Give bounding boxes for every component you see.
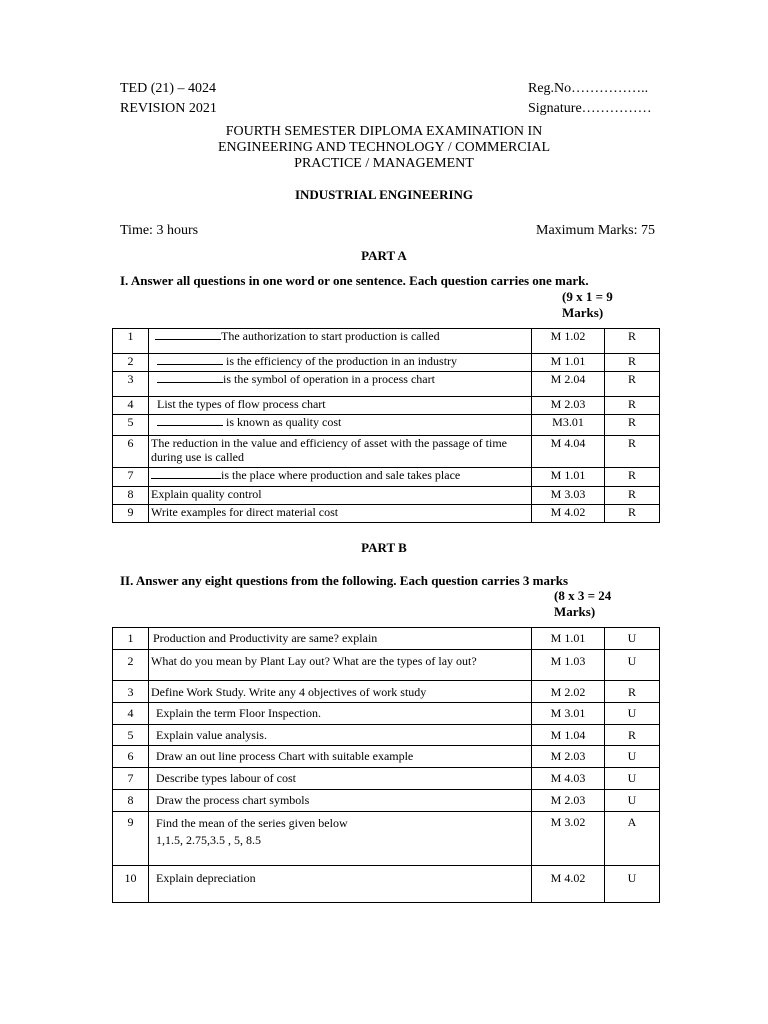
module-code: M 4.03	[532, 768, 605, 790]
question-text: Explain value analysis.	[149, 725, 532, 746]
question-number: 1	[113, 329, 149, 354]
part-a-heading: PART A	[361, 248, 407, 263]
module-code: M 2.04	[532, 372, 605, 397]
cognitive-level: U	[605, 650, 660, 681]
table-row	[113, 329, 660, 354]
question-number: 9	[113, 505, 149, 523]
question-number: 8	[113, 790, 149, 812]
cognitive-level: U	[605, 768, 660, 790]
cognitive-level: R	[605, 681, 660, 703]
question-text: is the place where production and sale takes place	[149, 468, 532, 487]
paper-code: TED (21) – 4024	[120, 81, 217, 96]
question-text: The reduction in the value and efficiency of asset with the passage of time during use is called	[149, 436, 532, 468]
question-number: 2	[113, 650, 149, 681]
module-code: M 4.04	[532, 436, 605, 468]
question-text: is the symbol of operation in a process chart	[149, 372, 532, 397]
reg-no: Reg.No……………..	[528, 81, 649, 96]
part-b-table	[112, 627, 660, 903]
module-code: M3.01	[532, 415, 605, 436]
question-text: Explain depreciation	[149, 866, 532, 903]
question-number: 10	[113, 866, 149, 903]
module-code: M 4.02	[532, 866, 605, 903]
question-text: is the efficiency of the production in an industry	[149, 354, 532, 372]
question-number: 4	[113, 397, 149, 415]
question-number: 7	[113, 468, 149, 487]
module-code: M 3.02	[532, 812, 605, 866]
question-text: Production and Productivity are same? explain	[149, 628, 532, 650]
cognitive-level: R	[605, 354, 660, 372]
table-row	[113, 681, 660, 703]
part-b-instruction: II. Answer any eight questions from the following. Each question carries 3 marks	[120, 573, 569, 588]
cognitive-level: A	[605, 812, 660, 866]
signature: Signature……………	[528, 101, 652, 116]
part-a-marks-1: (9 x 1 = 9	[562, 289, 613, 304]
table-row	[113, 372, 660, 397]
question-number: 7	[113, 768, 149, 790]
cognitive-level: R	[605, 725, 660, 746]
part-a-instruction: I. Answer all questions in one word or one sentence. Each question carries one mark.	[120, 273, 589, 288]
title-line-3: PRACTICE / MANAGEMENT	[294, 156, 474, 171]
cognitive-level: R	[605, 505, 660, 523]
question-text: Define Work Study. Write any 4 objectives of work study	[149, 681, 532, 703]
question-number: 1	[113, 628, 149, 650]
table-row	[113, 768, 660, 790]
question-number: 3	[113, 681, 149, 703]
module-code: M 2.03	[532, 397, 605, 415]
table-row	[113, 505, 660, 523]
question-text: Draw the process chart symbols	[149, 790, 532, 812]
subject-title: INDUSTRIAL ENGINEERING	[294, 187, 474, 202]
table-row	[113, 790, 660, 812]
cognitive-level: R	[605, 436, 660, 468]
module-code: M 4.02	[532, 505, 605, 523]
cognitive-level: R	[605, 329, 660, 354]
answer-blank	[157, 372, 223, 383]
table-row	[113, 650, 660, 681]
time-allowed: Time: 3 hours	[120, 223, 199, 238]
cognitive-level: R	[605, 415, 660, 436]
module-code: M 3.01	[532, 703, 605, 725]
part-b-marks-2: Marks)	[554, 604, 596, 619]
table-row	[113, 468, 660, 487]
cognitive-level: U	[605, 703, 660, 725]
table-row	[113, 746, 660, 768]
question-number: 9	[113, 812, 149, 866]
question-text: What do you mean by Plant Lay out? What are the types of lay out?	[149, 650, 532, 681]
question-text: Explain the term Floor Inspection.	[149, 703, 532, 725]
table-row	[113, 397, 660, 415]
table-row	[113, 866, 660, 903]
cognitive-level: R	[605, 487, 660, 505]
question-number: 5	[113, 725, 149, 746]
part-a-table	[112, 328, 660, 523]
module-code: M 1.01	[532, 468, 605, 487]
question-text: Explain quality control	[149, 487, 532, 505]
revision: REVISION 2021	[120, 101, 217, 116]
question-text: is known as quality cost	[149, 415, 532, 436]
cognitive-level: R	[605, 372, 660, 397]
part-b-marks-1: (8 x 3 = 24	[554, 588, 612, 603]
module-code: M 2.03	[532, 790, 605, 812]
question-number: 2	[113, 354, 149, 372]
cognitive-level: R	[605, 468, 660, 487]
table-row	[113, 812, 660, 866]
part-b-heading: PART B	[361, 540, 407, 555]
title-line-2: ENGINEERING AND TECHNOLOGY / COMMERCIAL	[217, 140, 551, 155]
question-text: Write examples for direct material cost	[149, 505, 532, 523]
question-number: 4	[113, 703, 149, 725]
table-row	[113, 354, 660, 372]
table-row	[113, 415, 660, 436]
answer-blank	[157, 354, 223, 365]
module-code: M 2.03	[532, 746, 605, 768]
answer-blank	[157, 415, 223, 426]
question-number: 5	[113, 415, 149, 436]
question-number: 6	[113, 746, 149, 768]
answer-blank	[155, 329, 221, 340]
module-code: M 1.02	[532, 329, 605, 354]
question-text: Draw an out line process Chart with suitable example	[149, 746, 532, 768]
module-code: M 1.01	[532, 354, 605, 372]
table-row	[113, 725, 660, 746]
question-number: 8	[113, 487, 149, 505]
question-number: 6	[113, 436, 149, 468]
maximum-marks: Maximum Marks: 75	[536, 223, 655, 238]
module-code: M 3.03	[532, 487, 605, 505]
cognitive-level: U	[605, 790, 660, 812]
cognitive-level: U	[605, 866, 660, 903]
module-code: M 1.04	[532, 725, 605, 746]
answer-blank	[151, 468, 221, 479]
module-code: M 2.02	[532, 681, 605, 703]
cognitive-level: U	[605, 746, 660, 768]
cognitive-level: U	[605, 628, 660, 650]
question-text: Describe types labour of cost	[149, 768, 532, 790]
question-text: Find the mean of the series given below 1,1.5, 2.75,3.5 , 5, 8.5	[149, 812, 532, 866]
cognitive-level: R	[605, 397, 660, 415]
table-row	[113, 703, 660, 725]
module-code: M 1.03	[532, 650, 605, 681]
table-row	[113, 628, 660, 650]
table-row	[113, 487, 660, 505]
title-line-1: FOURTH SEMESTER DIPLOMA EXAMINATION IN	[225, 124, 543, 139]
module-code: M 1.01	[532, 628, 605, 650]
table-row	[113, 436, 660, 468]
question-text: List the types of flow process chart	[149, 397, 532, 415]
question-text: The authorization to start production is called	[149, 329, 532, 354]
part-a-marks-2: Marks)	[562, 305, 604, 320]
question-number: 3	[113, 372, 149, 397]
